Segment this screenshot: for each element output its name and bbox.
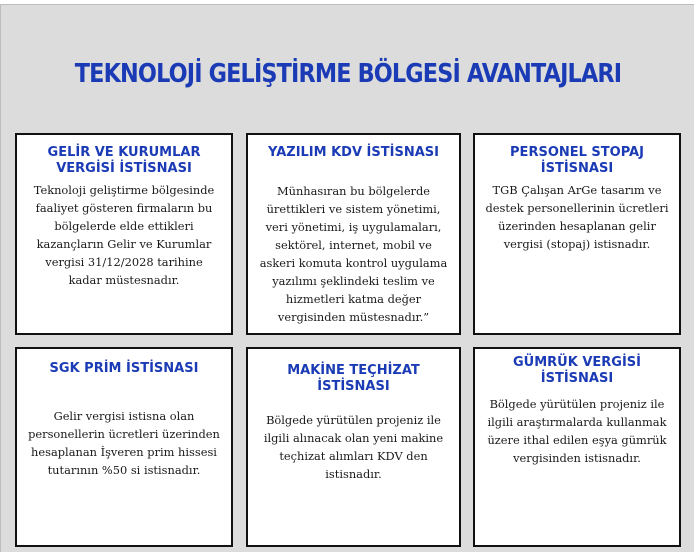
- page-background: [0, 4, 694, 552]
- card-title: YAZILIM KDV İSTİSNASI: [268, 145, 439, 160]
- card-body: Gelir vergisi istisna olan personellerin ücretleri üzerinden hesaplanan İşveren prim hissesi tutarının %50 si istisnadır.: [28, 409, 220, 477]
- card-sgk-premium: [15, 347, 233, 547]
- card-personnel-withholding: [473, 133, 681, 335]
- page-title: TEKNOLOJİ GELİŞTİRME BÖLGESİ AVANTAJLARI: [74, 59, 622, 89]
- card-title: PERSONEL STOPAJ İSTİSNASI: [510, 145, 644, 176]
- card-body: TGB Çalışan ArGe tasarım ve destek personellerinin ücretleri üzerinden hesaplanan gelir vergisi (stopaj) istisnadır.: [485, 183, 669, 251]
- card-body: Münhasıran bu bölgelerde ürettikleri ve sistem yönetimi, veri yönetimi, iş uygulamaları, sektörel, internet, mobil ve askeri komuta kontrol uygulama yazılımı şeklindeki teslim ve hizmetleri katma değer vergisinden müstesnadır.”: [259, 184, 448, 324]
- card-title: SGK PRİM İSTİSNASI: [49, 361, 199, 376]
- card-body: Bölgede yürütülen projeniz ile ilgili araştırmalarda kullanmak üzere ithal edilen eşya gümrük vergisinden istisnadır.: [487, 397, 667, 465]
- card-machine-equipment: [246, 347, 461, 547]
- card-title: GELİR VE KURUMLAR VERGİSİ İSTİSNASI: [47, 145, 201, 176]
- card-body: Bölgede yürütülen projeniz ile ilgili alınacak olan yeni makine teçhizat alımları KDV den istisnadır.: [263, 413, 444, 481]
- card-title: MAKİNE TEÇHİZAT İSTİSNASI: [287, 363, 420, 394]
- card-software-vat: [246, 133, 461, 335]
- card-body: Teknoloji geliştirme bölgesinde faaliyet gösteren firmaların bu bölgelerde elde ettikleri kazançların Gelir ve Kurumlar vergisi 31/12/2028 tarihine kadar müstesnadır.: [33, 183, 215, 287]
- card-income-corporate-tax: [15, 133, 233, 335]
- card-customs-tax: [473, 347, 681, 547]
- card-title: GÜMRÜK VERGİSİ İSTİSNASI: [513, 355, 641, 386]
